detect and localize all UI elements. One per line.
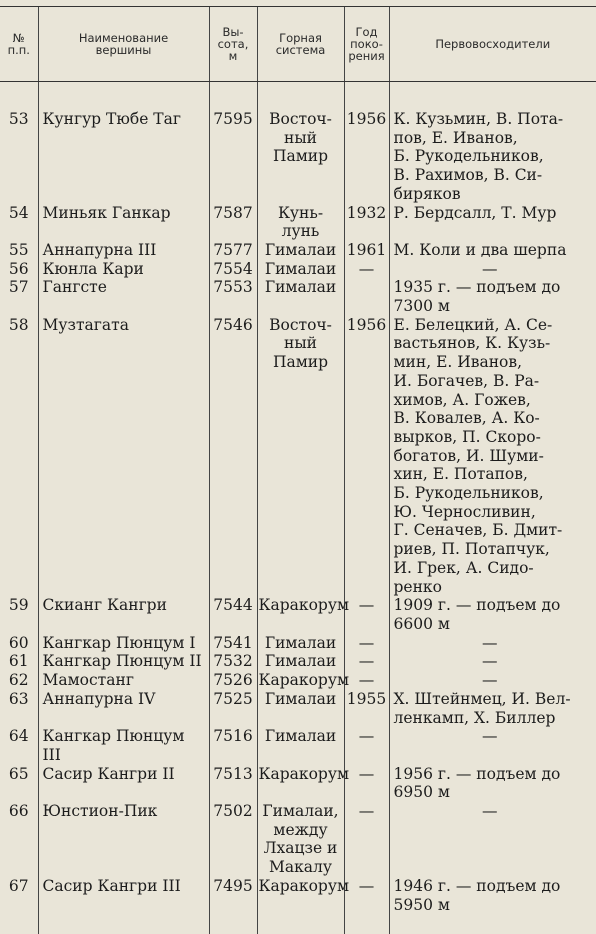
cell-peak-name: Аннапурна IV xyxy=(38,690,209,727)
cell-number: 56 xyxy=(0,260,38,279)
table-body xyxy=(0,82,596,934)
cell-height: 7587 xyxy=(209,204,257,241)
cell-peak-name: Скианг Кангри xyxy=(38,596,209,633)
cell-year: — xyxy=(344,596,389,633)
cell-mountain-system: Гималаи xyxy=(257,690,344,727)
cell-number: 66 xyxy=(0,802,38,877)
cell-height: 7595 xyxy=(209,110,257,204)
cell-year: — xyxy=(344,802,389,877)
cell-year: 1956 xyxy=(344,316,389,597)
cell-peak-name: Сасир Кангри III xyxy=(38,877,209,914)
table-row xyxy=(0,652,596,671)
cell-year: 1961 xyxy=(344,241,389,260)
cell-number: 55 xyxy=(0,241,38,260)
cell-year: — xyxy=(344,671,389,690)
header-mountain-system: Горная система xyxy=(257,7,344,82)
cell-first-ascenders: — xyxy=(389,671,596,690)
cell-mountain-system: Гималаи xyxy=(257,260,344,279)
cell-mountain-system: Гималаи, между Лхацзе и Макалу xyxy=(257,802,344,877)
cell-height: 7525 xyxy=(209,690,257,727)
cell-first-ascenders: — xyxy=(389,260,596,279)
table-row xyxy=(0,671,596,690)
cell-first-ascenders: М. Коли и два шерпа xyxy=(389,241,596,260)
cell-height: 7532 xyxy=(209,652,257,671)
cell-peak-name: Юнстион-Пик xyxy=(38,802,209,877)
cell-number: 53 xyxy=(0,110,38,204)
cell-mountain-system: Каракорум xyxy=(257,877,344,914)
cell-first-ascenders: — xyxy=(389,634,596,653)
cell-year: 1956 xyxy=(344,110,389,204)
table-row xyxy=(0,765,596,802)
header-number: № п.п. xyxy=(0,7,38,82)
cell-peak-name: Мамостанг xyxy=(38,671,209,690)
cell-first-ascenders: — xyxy=(389,727,596,764)
cell-number: 65 xyxy=(0,765,38,802)
cell-number: 64 xyxy=(0,727,38,764)
cell-first-ascenders: 1909 г. — подъем до 6600 м xyxy=(389,596,596,633)
cell-height: 7554 xyxy=(209,260,257,279)
table-row xyxy=(0,802,596,877)
cell-peak-name: Кангкар Пюнцум I xyxy=(38,634,209,653)
cell-first-ascenders: — xyxy=(389,802,596,877)
cell-first-ascenders: К. Кузьмин, В. Пота- пов, Е. Иванов, Б. Рукодельников, В. Рахимов, В. Си- биряков xyxy=(389,110,596,204)
cell-height: 7502 xyxy=(209,802,257,877)
cell-mountain-system: Гималаи xyxy=(257,727,344,764)
table-row xyxy=(0,110,596,204)
cell-mountain-system: Гималаи xyxy=(257,634,344,653)
cell-mountain-system: Восточ- ный Памир xyxy=(257,316,344,597)
cell-year: — xyxy=(344,634,389,653)
cell-first-ascenders: 1956 г. — подъем до 6950 м xyxy=(389,765,596,802)
cell-height: 7526 xyxy=(209,671,257,690)
cell-first-ascenders: Р. Бердсалл, Т. Мур xyxy=(389,204,596,241)
cell-number: 67 xyxy=(0,877,38,914)
cell-number: 60 xyxy=(0,634,38,653)
cell-peak-name: Кунгур Тюбе Таг xyxy=(38,110,209,204)
header-height: Вы- сота, м xyxy=(209,7,257,82)
header-year: Год поко- рения xyxy=(344,7,389,82)
cell-year: 1955 xyxy=(344,690,389,727)
cell-height: 7495 xyxy=(209,877,257,914)
table-row xyxy=(0,316,596,597)
cell-year: — xyxy=(344,727,389,764)
cell-peak-name: Музтагата xyxy=(38,316,209,597)
cell-first-ascenders: 1935 г. — подъем до 7300 м xyxy=(389,278,596,315)
cell-mountain-system: Гималаи xyxy=(257,652,344,671)
cell-peak-name: Кангкар Пюнцум II xyxy=(38,652,209,671)
cell-mountain-system: Гималаи xyxy=(257,241,344,260)
table-row xyxy=(0,877,596,914)
cell-first-ascenders: Х. Штейнмец, И. Вел- ленкамп, Х. Биллер xyxy=(389,690,596,727)
cell-height: 7544 xyxy=(209,596,257,633)
cell-peak-name: Миньяк Ганкар xyxy=(38,204,209,241)
table-row xyxy=(0,727,596,764)
cell-number: 62 xyxy=(0,671,38,690)
cell-number: 57 xyxy=(0,278,38,315)
cell-height: 7513 xyxy=(209,765,257,802)
cell-mountain-system: Восточ- ный Памир xyxy=(257,110,344,204)
cell-peak-name: Кангкар Пюнцум III xyxy=(38,727,209,764)
cell-first-ascenders: 1946 г. — подъем до 5950 м xyxy=(389,877,596,914)
cell-height: 7577 xyxy=(209,241,257,260)
table-row xyxy=(0,690,596,727)
cell-year xyxy=(344,278,389,315)
table-row xyxy=(0,241,596,260)
cell-mountain-system: Каракорум xyxy=(257,596,344,633)
cell-mountain-system: Кунь- лунь xyxy=(257,204,344,241)
peaks-table xyxy=(0,6,596,934)
cell-number: 63 xyxy=(0,690,38,727)
cell-year: — xyxy=(344,765,389,802)
table-row xyxy=(0,278,596,315)
cell-year: — xyxy=(344,877,389,914)
cell-peak-name: Аннапурна III xyxy=(38,241,209,260)
cell-peak-name: Сасир Кангри II xyxy=(38,765,209,802)
header-peak-name: Наименование вершины xyxy=(38,7,209,82)
table-tail-row xyxy=(0,914,596,934)
cell-mountain-system: Каракорум xyxy=(257,671,344,690)
cell-number: 59 xyxy=(0,596,38,633)
cell-number: 58 xyxy=(0,316,38,597)
cell-number: 54 xyxy=(0,204,38,241)
cell-first-ascenders: Е. Белецкий, А. Се- вастьянов, К. Кузь- мин, Е. Иванов, И. Богачев, В. Ра- химов, А. Гожев, В. Ковалев, А. Ко- вырков, П. Скоро- богатов, И. Шуми- хин, Е. Потапов, Б. Рукодельников, Ю. Черносливин, Г. Сеначев, Б. Дмит- риев, П. Потапчук, И. Грек, А. Сидо- ренко xyxy=(389,316,596,597)
cell-year: — xyxy=(344,652,389,671)
table-header xyxy=(0,7,596,82)
header-first-ascenders: Первовосходители xyxy=(389,7,596,82)
cell-peak-name: Кюнла Кари xyxy=(38,260,209,279)
cell-height: 7546 xyxy=(209,316,257,597)
cell-height: 7516 xyxy=(209,727,257,764)
table-row xyxy=(0,634,596,653)
cell-year: 1932 xyxy=(344,204,389,241)
cell-mountain-system: Каракорум xyxy=(257,765,344,802)
table-row xyxy=(0,204,596,241)
cell-year: — xyxy=(344,260,389,279)
cell-peak-name: Гангсте xyxy=(38,278,209,315)
cell-height: 7553 xyxy=(209,278,257,315)
table-spacer-row xyxy=(0,82,596,111)
cell-height: 7541 xyxy=(209,634,257,653)
cell-first-ascenders: — xyxy=(389,652,596,671)
table-row xyxy=(0,596,596,633)
cell-mountain-system: Гималаи xyxy=(257,278,344,315)
table-row xyxy=(0,260,596,279)
cell-number: 61 xyxy=(0,652,38,671)
